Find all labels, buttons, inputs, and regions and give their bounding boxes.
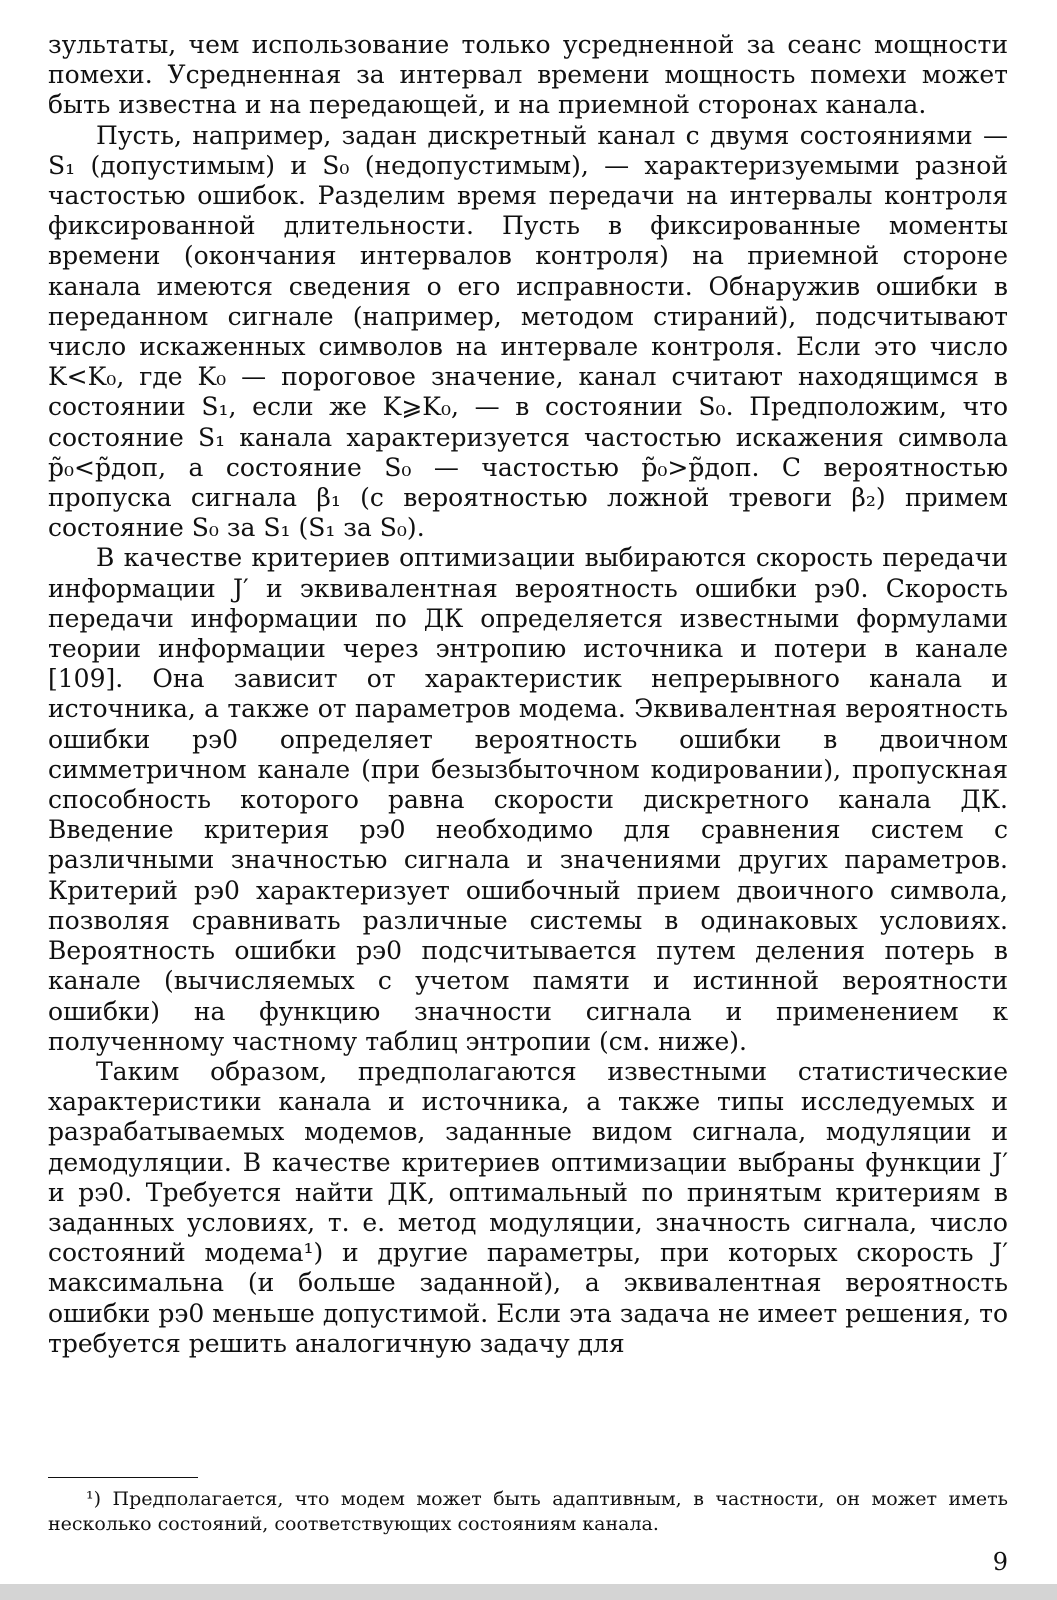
paragraph-1: зультаты, чем использование только усредненной за сеанс мощности помехи. Усредненная за интервал времени мощность помехи может быть известна и на передающей, и на приемной сторонах канала.: [48, 30, 1008, 120]
paragraph-3: В качестве критериев оптимизации выбираются скорость передачи информации J′ и эквивалентная вероятность ошибки pэ0. Скорость передачи информации по ДК определяется известными формулами теории информации через энтропию источника и потери в канале [109]. Она зависит от характеристик непрерывного канала и источника, а также от параметров модема. Эквивалентная вероятность ошибки pэ0 определяет вероятность ошибки в двоичном симметричном канале (при безызбыточном кодировании), пропускная способность которого равна скорости дискретного канала ДК. Введение критерия pэ0 необходимо для сравнения систем с различными значностью сигнала и значениями других параметров. Критерий pэ0 характеризует ошибочный прием двоичного символа, позволяя сравнивать различные системы в одинаковых условиях. Вероятность ошибки pэ0 подсчитывается путем деления потерь в канале (вычисляемых с учетом памяти и истинной вероятности ошибки) на функцию значности сигнала и применением к полученному частному таблиц энтропии (см. ниже).: [48, 543, 1008, 1056]
footnote: [48, 1487, 1008, 1537]
scan-bottom-edge: [0, 1584, 1057, 1600]
page-number: 9: [992, 1548, 1008, 1576]
footnote-divider: [48, 1477, 198, 1478]
page-body: [48, 30, 1008, 1359]
paragraph-2: Пусть, например, задан дискретный канал с двумя состояниями — S₁ (допустимым) и S₀ (недопустимым), — характеризуемыми разной частостью ошибок. Разделим время передачи на интервалы контроля фиксированной длительности. Пусть в фиксированные моменты времени (окончания интервалов контроля) на приемной стороне канала имеются сведения о его исправности. Обнаружив ошибки в переданном сигнале (например, методом стираний), подсчитывают число искаженных символов на интервале контроля. Если это число K<K₀, где K₀ — пороговое значение, канал считают находящимся в состоянии S₁, если же K⩾K₀, — в состоянии S₀. Предположим, что состояние S₁ канала характеризуется частостью искажения символа p̃₀<p̃доп, а состояние S₀ — частостью p̃₀>p̃доп. С вероятностью пропуска сигнала β₁ (с вероятностью ложной тревоги β₂) примем состояние S₀ за S₁ (S₁ за S₀).: [48, 120, 1008, 543]
paragraph-4: Таким образом, предполагаются известными статистические характеристики канала и источника, а также типы исследуемых и разрабатываемых модемов, заданные видом сигнала, модуляции и демодуляции. В качестве критериев оптимизации выбраны функции J′ и pэ0. Требуется найти ДК, оптимальный по принятым критериям в заданных условиях, т. е. метод модуляции, значность сигнала, число состояний модема¹) и другие параметры, при которых скорость J′ максимальна (и больше заданной), а эквивалентная вероятность ошибки pэ0 меньше допустимой. Если эта задача не имеет решения, то требуется решить аналогичную задачу для: [48, 1056, 1008, 1358]
footnote-text: ¹) Предполагается, что модем может быть адаптивным, в частности, он может иметь несколько состояний, соответствующих состояниям канала.: [48, 1488, 1008, 1535]
